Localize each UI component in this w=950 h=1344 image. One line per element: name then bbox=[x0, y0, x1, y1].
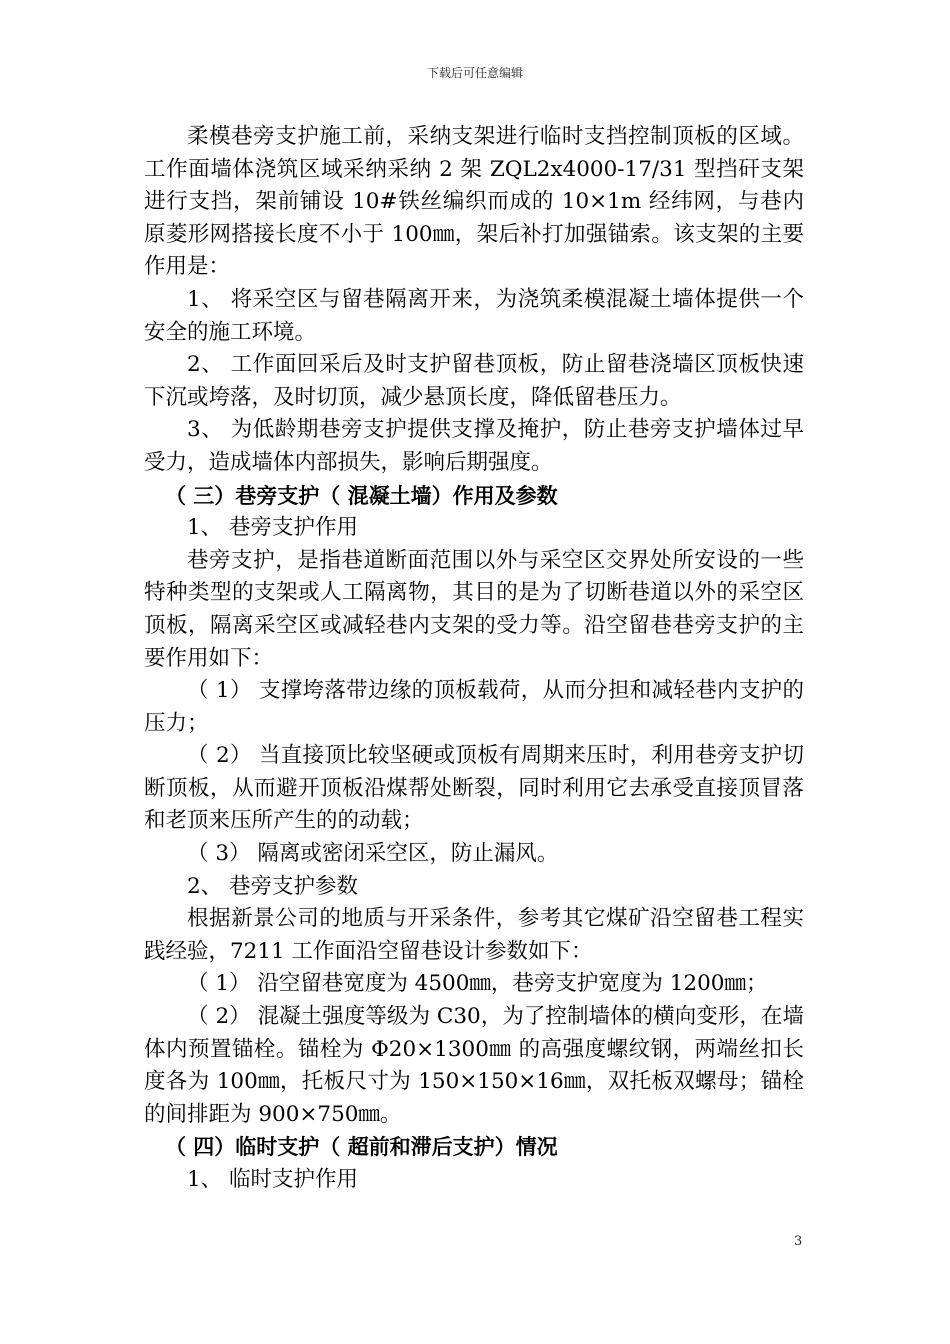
list-item-function-2: （ 2） 当直接顶比较坚硬或顶板有周期来压时，利用巷旁支护切断顶板，从而避开顶板沿煤帮处断裂，同时利用它去承受直接顶冒落和老顶来压所产生的的动载； bbox=[144, 743, 804, 834]
page-header: 下载后可任意编辑 bbox=[426, 66, 523, 80]
list-item-2: 2、 工作面回采后及时支护留巷顶板，防止留巷浇墙区顶板快速下沉或垮落，及时切顶，减少悬顶长度，降低留巷压力。 bbox=[144, 352, 804, 410]
section-heading-3: （ 三）巷旁支护（ 混凝土墙）作用及参数 bbox=[165, 483, 558, 508]
list-item-function-1: （ 1） 支撑垮落带边缘的顶板载荷，从而分担和减轻巷内支护的压力； bbox=[144, 678, 804, 736]
paragraph-parameters-intro: 根据新景公司的地质与开采条件，参考其它煤矿沿空留巷工程实践经验，7211 工作面沿空留巷设计参数如下： bbox=[144, 906, 804, 964]
subheading-side-support-parameters: 2、 巷旁支护参数 bbox=[187, 873, 359, 899]
list-item-1: 1、 将采空区与留巷隔离开来，为浇筑柔模混凝土墙体提供一个安全的施工环境。 bbox=[144, 286, 804, 345]
document-body bbox=[144, 121, 804, 1197]
list-item-function-3: （ 3） 隔离或密闭采空区，防止漏风。 bbox=[187, 841, 559, 867]
section-heading-4: （ 四）临时支护（ 超前和滞后支护）情况 bbox=[165, 1135, 558, 1160]
subheading-side-support-function: 1、 巷旁支护作用 bbox=[187, 515, 359, 541]
list-item-parameter-2: （ 2） 混凝土强度等级为 C30，为了控制墙体的横向变形，在墙体内预置锚栓。锚栓为 Φ20×1300㎜ 的高强度螺纹钢，两端丝扣长度各为 100㎜，托板尺寸为 150×150×16㎜，双托板双螺母；锚栓的间排距为 900×750㎜。 bbox=[144, 1004, 804, 1127]
paragraph-side-support-definition: 巷旁支护，是指巷道断面范围以外与采空区交界处所安设的一些特种类型的支架或人工隔离物，其目的是为了切断巷道以外的采空区顶板，隔离采空区或减轻巷内支架的受力等。沿空留巷巷旁支护的主要作用如下： bbox=[144, 547, 804, 671]
list-item-3: 3、 为低龄期巷旁支护提供支撑及掩护，防止巷旁支护墙体过早受力，造成墙体内部损失，影响后期强度。 bbox=[144, 417, 804, 475]
subheading-temporary-support-function: 1、 临时支护作用 bbox=[187, 1167, 359, 1192]
list-item-parameter-1: （ 1） 沿空留巷宽度为 4500㎜，巷旁支护宽度为 1200㎜； bbox=[187, 971, 768, 997]
page-number: 3 bbox=[794, 1234, 803, 1249]
paragraph-intro: 柔模巷旁支护施工前，采纳支架进行临时支挡控制顶板的区域。工作面墙体浇筑区域采纳采纳 2 架 ZQL2x4000-17/31 型挡矸支架进行支挡，架前铺设 10#铁丝编织而成的 10×1m 经纬网，与巷内原菱形网搭接长度不小于 100㎜，架后补打加强锚索。该支架的主要作用是： bbox=[144, 124, 804, 280]
